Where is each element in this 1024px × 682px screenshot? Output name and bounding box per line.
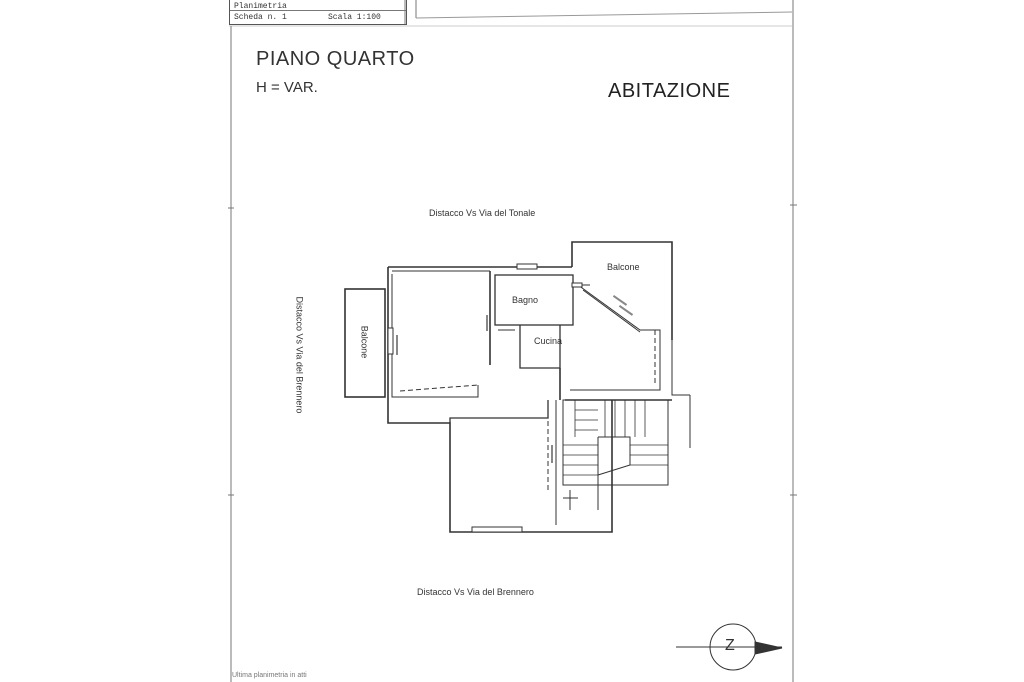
label-balcone-left: Balcone [359, 325, 370, 359]
label-distacco-top: Distacco Vs Via del Tonale [429, 208, 536, 218]
footer-note: Ultima planimetria in atti [232, 672, 307, 679]
header-scala: Scala 1:100 [328, 13, 381, 22]
label-balcone-right: Balcone [607, 262, 640, 272]
header-planimetria: Planimetria [234, 2, 287, 11]
label-cucina: Cucina [534, 336, 563, 346]
label-distacco-bottom: Distacco Vs Via del Brennero [417, 587, 534, 597]
label-distacco-left: Distacco Vs Via del Brennero [294, 296, 305, 414]
unit-use: ABITAZIONE [608, 80, 731, 102]
compass-letter: Z [725, 637, 735, 654]
floor-height: H = VAR. [256, 79, 318, 96]
floor-title: PIANO QUARTO [256, 48, 415, 70]
label-bagno: Bagno [512, 295, 539, 305]
header-scheda: Scheda n. 1 [234, 13, 287, 22]
